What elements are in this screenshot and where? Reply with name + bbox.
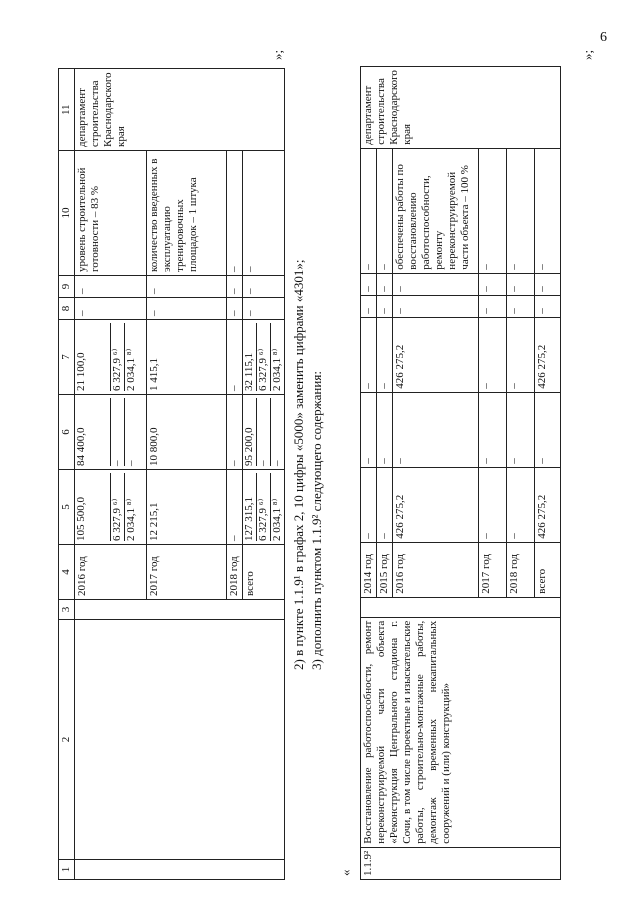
header-cell: 11 [59, 69, 75, 151]
page-number: 6 [600, 30, 607, 45]
responsible-cell: департамент строительства Краснодарского края [75, 69, 285, 151]
amendment-line-3: 3) дополнить пунктом 1.1.9² следующего содержания: [309, 371, 324, 670]
amendment-line-2: 2) в пункте 1.1.9¹ в графах 2, 10 цифры «5000» заменить цифрами «4301»; [291, 259, 306, 670]
header-cell: 4 [59, 545, 75, 600]
table-row: 2017 год 12 215,1 10 800,0 1 415,1 – – количество введенных в эксплуатацию тренировочных площадок – 1 штука [147, 69, 227, 880]
year-cell: 2016 год [393, 542, 479, 597]
table-row: 2017 год – – – – – – [479, 67, 507, 880]
closing-quote: »; [270, 49, 285, 60]
year-cell: 2014 год [361, 542, 377, 597]
value-cell: 21 100,0 6 327,9 ⁶⁾ 2 034,1 ⁸⁾ [75, 320, 147, 395]
item-description: Восстановление работоспособности, ремонт нереконструируемой части объекта «Реконструкция Центрального стадиона г. Сочи, в том числе проектные и изыскательские работы, строительно-монтажные работы, демонтаж временных некапитальных сооружений и (или) конструкций» [361, 617, 561, 847]
responsible-cell: департамент строительства Краснодарского края [361, 67, 561, 149]
table-row: 2016 год 105 500,0 6 327,9 ⁶⁾ 2 034,1 ⁸⁾ 84 400,0 – – 21 100,0 6 327,9 ⁶⁾ 2 034,1 ⁸⁾ – – уровень строительной готовности – 83 % департамент строительства Краснодарского края [75, 69, 147, 880]
header-cell: 2 [59, 620, 75, 860]
header-cell: 9 [59, 276, 75, 298]
header-cell: 7 [59, 320, 75, 395]
table-row: 2018 год – – – – – – [507, 67, 535, 880]
year-cell: 2015 год [377, 542, 393, 597]
header-cell: 3 [59, 600, 75, 620]
indicator-cell: количество введенных в эксплуатацию тренировочных площадок – 1 штука [147, 151, 227, 276]
table-row: 2018 год – – – – – – [227, 69, 243, 880]
value-cell: 105 500,0 6 327,9 ⁶⁾ 2 034,1 ⁸⁾ [75, 470, 147, 545]
table-row: 1.1.9² Восстановление работоспособности, ремонт нереконструируемой части объекта «Реконструкция Центрального стадиона г. Сочи, в том числе проектные и изыскательские работы, строительно-монтажные работы, демонтаж временных некапитальных сооружений и (или) конструкций» 2014 год – – – – – – департамент строительства Краснодарского края [361, 67, 377, 880]
year-cell: 2018 год [227, 545, 243, 600]
indicator-cell: уровень строительной готовности – 83 % [75, 151, 147, 276]
year-cell: всего [243, 545, 285, 600]
table-row: всего 426 275,2 – 426 275,2 – – – [535, 67, 561, 880]
table-header-row [59, 69, 75, 880]
item-number: 1.1.9² [361, 847, 561, 879]
header-cell: 8 [59, 298, 75, 320]
year-cell: всего [535, 542, 561, 597]
header-cell: 1 [59, 860, 75, 880]
table-row: 2015 год – – – – – – [377, 67, 393, 880]
year-cell: 2017 год [479, 542, 507, 597]
table-row: 2016 год 426 275,2 – 426 275,2 – – обеспечены работы по восстановлению работоспособности, ремонту нереконструируемой части объекта – 100 % [393, 67, 479, 880]
table-new-item [360, 66, 561, 880]
header-cell: 10 [59, 151, 75, 276]
year-cell: 2016 год [75, 545, 147, 600]
amendment-text [290, 0, 326, 880]
indicator-cell: обеспечены работы по восстановлению работоспособности, ремонту нереконструируемой части объекта – 100 % [393, 148, 479, 273]
value-cell: 84 400,0 – – [75, 395, 147, 470]
table-row: всего 127 315,1 6 327,9 ⁶⁾ 2 034,1 ⁸⁾ 95 200,0 – – 32 115,1 6 327,9 ⁶⁾ 2 034,1 ⁸⁾ – – – [243, 69, 285, 880]
table-continuation [58, 68, 285, 880]
year-cell: 2017 год [147, 545, 227, 600]
closing-quote: »; [580, 49, 595, 60]
header-cell: 6 [59, 395, 75, 470]
rotated-page-content [20, 30, 620, 880]
opening-quote: « [338, 869, 353, 876]
year-cell: 2018 год [507, 542, 535, 597]
header-cell: 5 [59, 470, 75, 545]
